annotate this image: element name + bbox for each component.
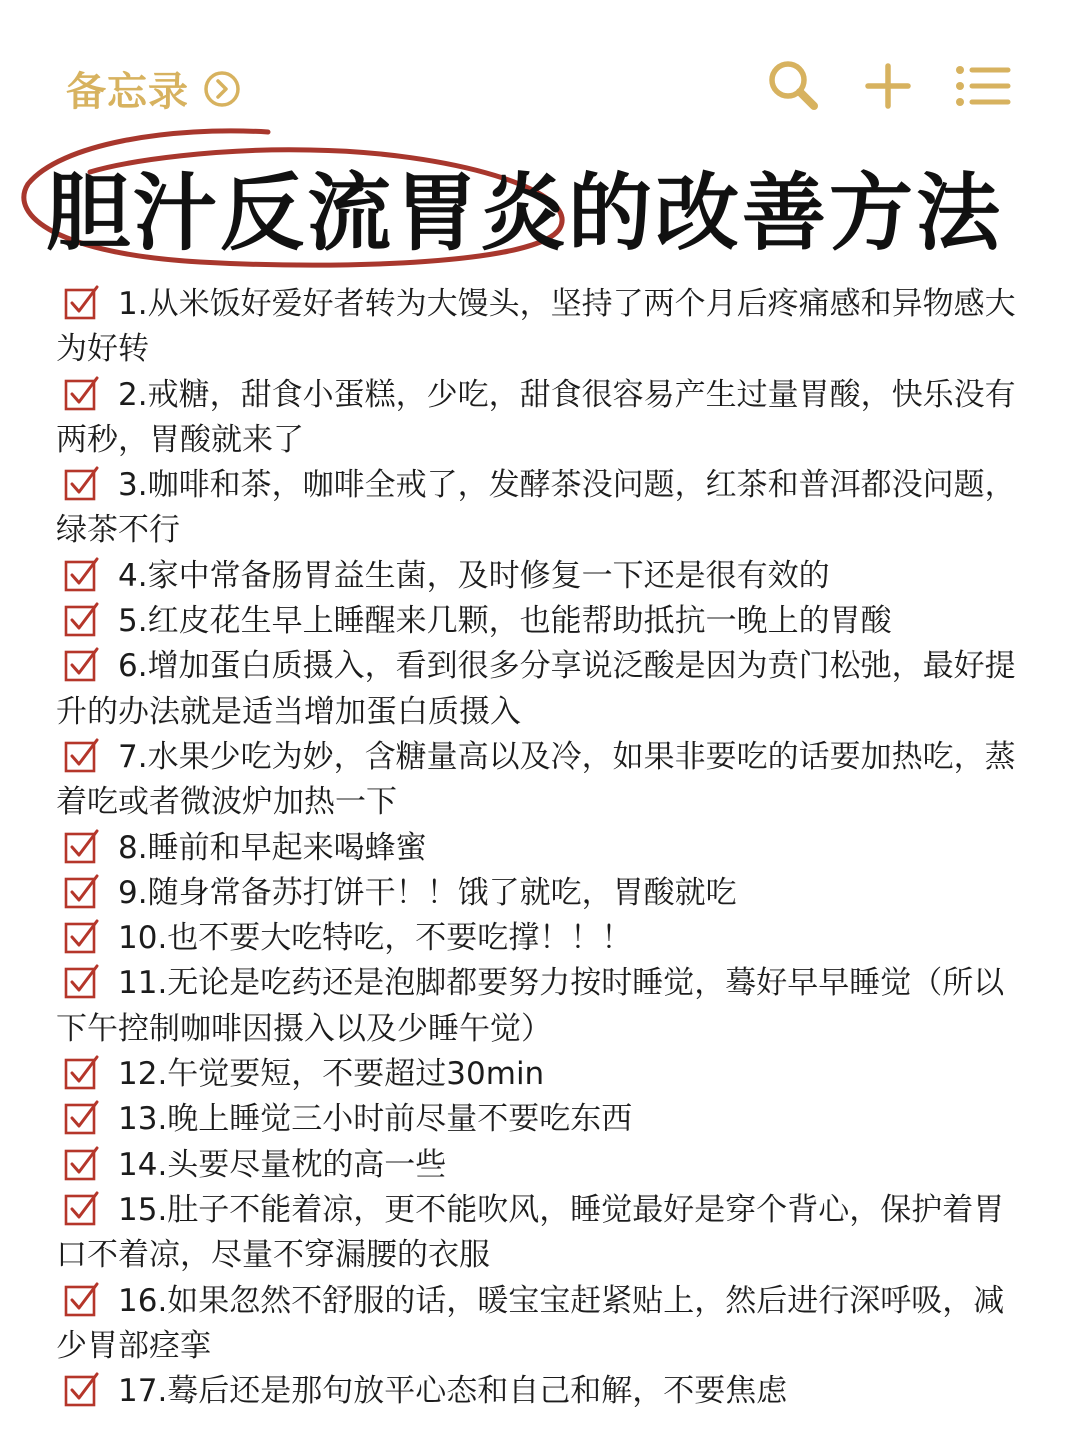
list-item (56, 1369, 1024, 1414)
page-title: 胆汁反流胃炎的改善方法 (46, 164, 1004, 262)
list-item-text: 9.随身常备苏打饼干！！饿了就吃，胃酸就吃 (118, 874, 737, 911)
list-item-text: 15.肚子不能着凉，更不能吹风，睡觉最好是穿个背心，保护着胃口不着凉，尽量不穿漏腰的衣服 (56, 1191, 1005, 1274)
checkbox-checked-icon[interactable] (64, 873, 100, 909)
list-item (56, 554, 1024, 599)
list-item-text: 2.戒糖，甜食小蛋糕，少吃，甜食很容易产生过量胃酸，快乐没有两秒，胃酸就来了 (56, 376, 1016, 458)
list-item (56, 282, 1024, 373)
checkbox-checked-icon[interactable] (64, 1054, 100, 1090)
list-item (56, 916, 1024, 961)
list-item-text: 17.蓦后还是那句放平心态和自己和解，不要焦虑 (118, 1373, 788, 1410)
list-item-text: 4.家中常备肠胃益生菌，及时修复一下还是很有效的 (118, 557, 830, 594)
list-item (56, 735, 1024, 826)
list-item (56, 961, 1024, 1052)
checkbox-checked-icon[interactable] (64, 465, 100, 501)
list-item (56, 826, 1024, 871)
list-item-text: 16.如果忽然不舒服的话，暖宝宝赶紧贴上，然后进行深呼吸，减少胃部痉挛 (56, 1282, 1005, 1364)
checkbox-checked-icon[interactable] (64, 1281, 100, 1317)
search-icon[interactable] (764, 56, 824, 116)
list-item (56, 1188, 1024, 1279)
back-button[interactable] (66, 60, 241, 117)
list-item (56, 599, 1024, 644)
checkbox-checked-icon[interactable] (64, 646, 100, 682)
list-item-text: 12.午觉要短，不要超过30min (118, 1056, 545, 1093)
checkbox-checked-icon[interactable] (64, 1145, 100, 1181)
plus-icon[interactable] (858, 56, 918, 116)
chevron-right-circle-icon (203, 70, 241, 108)
list-item-text: 13.晚上睡觉三小时前尽量不要吃东西 (118, 1101, 633, 1138)
checkbox-checked-icon[interactable] (64, 1190, 100, 1226)
list-item (56, 1052, 1024, 1097)
list-item-text: 10.也不要大吃特吃，不要吃撑！！！ (118, 920, 633, 957)
list-item (56, 1279, 1024, 1370)
checkbox-checked-icon[interactable] (64, 828, 100, 864)
checkbox-checked-icon[interactable] (64, 1099, 100, 1135)
list-item-text: 11.无论是吃药还是泡脚都要努力按时睡觉，蓦好早早睡觉（所以下午控制咖啡因摄入以及少睡午觉） (56, 965, 1005, 1047)
back-label: 备忘录 (66, 69, 189, 115)
list-item-text: 1.从米饭好爱好者转为大馒头，坚持了两个月后疼痛感和异物感大为好转 (56, 286, 1016, 368)
title-area (20, 124, 1060, 274)
list-item (56, 463, 1024, 554)
list-icon[interactable] (952, 56, 1012, 116)
checkbox-checked-icon[interactable] (64, 737, 100, 773)
checkbox-checked-icon[interactable] (64, 375, 100, 411)
checkbox-checked-icon[interactable] (64, 284, 100, 320)
checkbox-checked-icon[interactable] (64, 918, 100, 954)
list-item-text: 6.增加蛋白质摄入，看到很多分享说泛酸是因为贲门松弛，最好提升的办法就是适当增加蛋白质摄入 (56, 648, 1016, 730)
list-item-text: 8.睡前和早起来喝蜂蜜 (118, 829, 427, 866)
list-item (56, 644, 1024, 735)
list-item-text: 7.水果少吃为妙，含糖量高以及冷，如果非要吃的话要加热吃，蒸着吃或者微波炉加热一下 (56, 738, 1016, 821)
list-item (56, 1143, 1024, 1188)
list-item (56, 373, 1024, 464)
list-item-text: 5.红皮花生早上睡醒来几颗，也能帮助抵抗一晚上的胃酸 (118, 603, 892, 640)
checklist (56, 282, 1024, 1414)
list-item (56, 1097, 1024, 1142)
checkbox-checked-icon[interactable] (64, 963, 100, 999)
list-item-text: 3.咖啡和茶，咖啡全戒了，发酵茶没问题，红茶和普洱都没问题，绿茶不行 (56, 467, 1016, 549)
checkbox-checked-icon[interactable] (64, 1371, 100, 1407)
checkbox-checked-icon[interactable] (64, 601, 100, 637)
list-item (56, 871, 1024, 916)
list-item-text: 14.头要尽量枕的高一些 (118, 1146, 447, 1183)
checkbox-checked-icon[interactable] (64, 556, 100, 592)
